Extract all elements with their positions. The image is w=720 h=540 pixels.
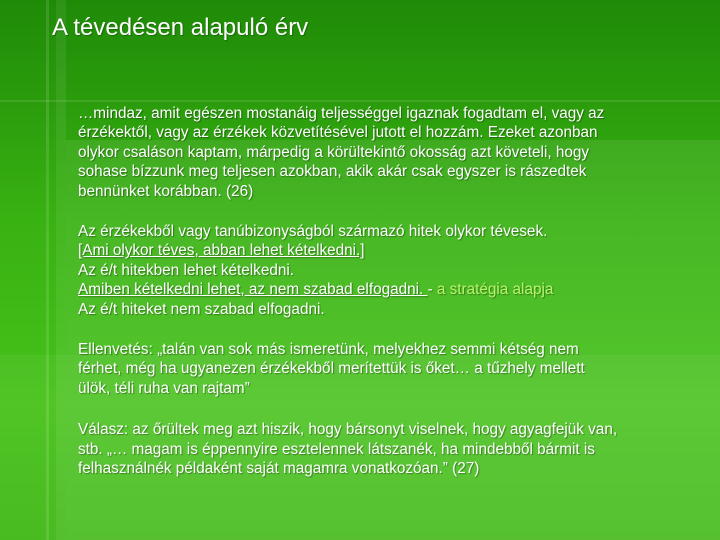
quote-line: …mindaz, amit egészen mostanáig teljességgel igaznak fogadtam el, vagy az xyxy=(78,105,605,122)
argument-conclusion-1: Az é/t hitekben lehet kételkedni. xyxy=(78,261,294,279)
quote-line: bennünket korábban. (26) xyxy=(78,182,254,200)
argument-conclusion-2: Az é/t hiteket nem szabad elfogadni. xyxy=(78,300,325,318)
objection-line: férhet, még ha ugyanezen érzékekből merítettük is őket… a tűzhely mellett xyxy=(78,360,585,378)
objection-line: ülök, téli ruha van rajtam” xyxy=(78,379,250,397)
argument-premise-3 xyxy=(78,280,714,299)
decorative-vertical-line xyxy=(46,0,49,540)
objection-line: Ellenvetés: „talán van sok más ismeretünk, melyekhez semmi kétség nem xyxy=(78,341,579,359)
quote-paragraph xyxy=(78,104,714,201)
argument-premise-3-text: Amiben kételkedni lehet, az nem szabad elfogadni. xyxy=(78,281,428,299)
reply-line: Válasz: az őrültek meg azt hiszik, hogy bársonyt viselnek, hogy agyagfejük van, xyxy=(78,421,618,439)
quote-line: olykor csaláson kaptam, márpedig a körültekintő okosság azt követeli, hogy xyxy=(78,143,590,161)
quote-line: sohase bízzunk meg teljesen azokban, akik akár csak egyszer is rászedtek xyxy=(78,163,587,181)
strategy-highlight: a stratégia alapja xyxy=(436,281,554,299)
reply-line: stb. „… magam is éppennyire esztelennek látszanék, ha mindebből bármit is xyxy=(78,440,595,458)
slide-content xyxy=(78,104,714,479)
quote-line: érzékektől, vagy az érzékek közvetítésével jutott el hozzám. Ezeket azonban xyxy=(78,124,598,142)
decorative-vertical-band xyxy=(56,0,66,540)
argument-separator: - xyxy=(427,281,437,299)
argument-paragraph xyxy=(78,222,714,319)
slide-title: A tévedésen alapuló érv xyxy=(52,14,309,41)
argument-premise-1: Az érzékekből vagy tanúbizonyságból származó hitek olykor tévesek. xyxy=(78,223,548,241)
reply-paragraph xyxy=(78,420,714,478)
reply-line: felhasználnék példaként saját magamra vonatkozóan.” (27) xyxy=(78,460,480,478)
argument-premise-2: [Ami olykor téves, abban lehet kételkedni.] xyxy=(78,242,365,260)
objection-paragraph xyxy=(78,340,714,398)
decorative-horizontal-line xyxy=(0,100,720,102)
